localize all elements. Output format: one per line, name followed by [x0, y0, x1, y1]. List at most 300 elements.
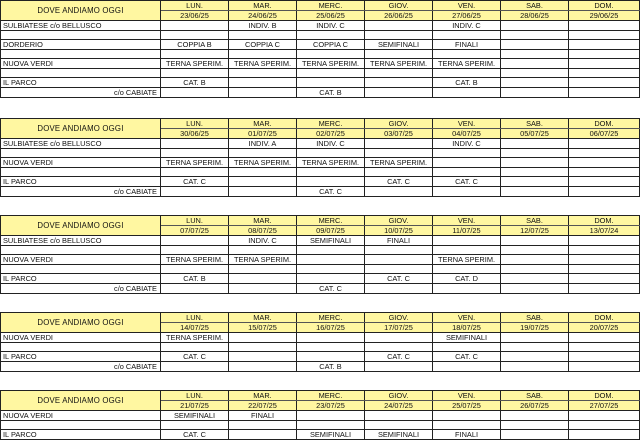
event-cell	[569, 139, 640, 149]
day-name-cell: SAB.	[501, 1, 569, 11]
event-cell	[501, 59, 569, 69]
venue-name: NUOVA VERDI	[1, 158, 161, 168]
day-name-cell: MAR.	[229, 119, 297, 129]
event-cell	[433, 284, 501, 294]
event-cell	[501, 88, 569, 98]
event-cell	[569, 50, 640, 59]
event-cell: FINALI	[365, 236, 433, 246]
event-cell	[297, 78, 365, 88]
venue-name: c/o CABIATE	[1, 284, 161, 294]
day-name-cell: GIOV.	[365, 313, 433, 323]
event-cell	[297, 352, 365, 362]
venue-name: IL PARCO	[1, 177, 161, 187]
date-cell: 13/07/24	[569, 226, 640, 236]
event-cell	[501, 31, 569, 40]
event-cell: COPPIA C	[229, 40, 297, 50]
day-name-cell: MAR.	[229, 1, 297, 11]
venue-name: IL PARCO	[1, 78, 161, 88]
event-cell	[365, 21, 433, 31]
event-cell	[569, 284, 640, 294]
event-cell: CAT. C	[297, 187, 365, 197]
event-cell	[229, 149, 297, 158]
event-cell: INDIV. C	[433, 139, 501, 149]
event-cell: COPPIA B	[161, 40, 229, 50]
date-cell: 18/07/25	[433, 323, 501, 333]
day-name-cell: SAB.	[501, 119, 569, 129]
table-row	[1, 78, 640, 88]
day-name-cell: MERC.	[297, 313, 365, 323]
event-cell	[501, 352, 569, 362]
venue-name: NUOVA VERDI	[1, 255, 161, 265]
event-cell	[297, 274, 365, 284]
event-cell	[433, 158, 501, 168]
event-cell	[433, 168, 501, 177]
event-cell	[569, 411, 640, 421]
event-cell	[365, 411, 433, 421]
day-name-cell: SAB.	[501, 216, 569, 226]
table-row	[1, 168, 640, 177]
event-cell	[161, 362, 229, 372]
table-row	[1, 40, 640, 50]
table-row	[1, 352, 640, 362]
day-name-cell: LUN.	[161, 391, 229, 401]
day-name-cell: DOM.	[569, 313, 640, 323]
event-cell	[569, 187, 640, 197]
event-cell	[365, 50, 433, 59]
table-row	[1, 158, 640, 168]
event-cell: SEMIFINALI	[161, 411, 229, 421]
day-name-cell: VEN.	[433, 313, 501, 323]
date-cell: 25/06/25	[297, 11, 365, 21]
event-cell	[229, 284, 297, 294]
event-cell	[229, 168, 297, 177]
event-cell	[569, 274, 640, 284]
event-cell	[229, 352, 297, 362]
date-cell: 23/07/25	[297, 401, 365, 411]
event-cell	[161, 421, 229, 430]
event-cell	[229, 31, 297, 40]
date-cell: 03/07/25	[365, 129, 433, 139]
day-name-cell: MAR.	[229, 216, 297, 226]
day-name-row	[1, 313, 640, 323]
event-cell	[569, 352, 640, 362]
date-cell: 26/07/25	[501, 401, 569, 411]
event-cell	[501, 69, 569, 78]
table-row	[1, 139, 640, 149]
event-cell: INDIV. C	[433, 21, 501, 31]
event-cell	[229, 50, 297, 59]
table-row	[1, 236, 640, 246]
event-cell	[229, 177, 297, 187]
event-cell	[161, 69, 229, 78]
event-cell: INDIV. C	[297, 21, 365, 31]
event-cell: CAT. C	[365, 352, 433, 362]
event-cell: CAT. C	[365, 177, 433, 187]
event-cell: TERNA SPERIM.	[433, 255, 501, 265]
event-cell	[569, 343, 640, 352]
event-cell	[501, 333, 569, 343]
venue-name: IL PARCO	[1, 352, 161, 362]
day-name-cell: DOM.	[569, 1, 640, 11]
table-row	[1, 50, 640, 59]
header-title: DOVE ANDIAMO OGGI	[1, 1, 161, 21]
event-cell	[297, 177, 365, 187]
date-cell: 17/07/25	[365, 323, 433, 333]
day-name-cell: MAR.	[229, 391, 297, 401]
date-cell: 16/07/25	[297, 323, 365, 333]
event-cell	[501, 50, 569, 59]
event-cell	[501, 430, 569, 440]
event-cell: CAT. B	[297, 88, 365, 98]
event-cell	[229, 343, 297, 352]
event-cell	[229, 265, 297, 274]
event-cell	[297, 31, 365, 40]
event-cell	[501, 343, 569, 352]
date-cell: 15/07/25	[229, 323, 297, 333]
event-cell	[297, 149, 365, 158]
event-cell	[365, 149, 433, 158]
day-name-row	[1, 391, 640, 401]
event-cell	[433, 236, 501, 246]
table-row	[1, 333, 640, 343]
event-cell	[501, 78, 569, 88]
event-cell: TERNA SPERIM.	[161, 255, 229, 265]
date-cell: 26/06/25	[365, 11, 433, 21]
event-cell	[229, 69, 297, 78]
event-cell	[569, 40, 640, 50]
event-cell	[229, 274, 297, 284]
venue-name: SULBIATESE c/o BELLUSCO	[1, 236, 161, 246]
date-cell: 02/07/25	[297, 129, 365, 139]
event-cell	[365, 246, 433, 255]
event-cell: CAT. C	[365, 274, 433, 284]
event-cell	[297, 50, 365, 59]
table-row	[1, 69, 640, 78]
date-cell: 21/07/25	[161, 401, 229, 411]
date-cell: 10/07/25	[365, 226, 433, 236]
date-cell: 25/07/25	[433, 401, 501, 411]
week-table	[0, 312, 640, 372]
event-cell	[297, 168, 365, 177]
venue-name	[1, 69, 161, 78]
day-name-cell: MERC.	[297, 1, 365, 11]
event-cell	[501, 40, 569, 50]
event-cell: FINALI	[433, 40, 501, 50]
event-cell: TERNA SPERIM.	[297, 158, 365, 168]
event-cell: SEMIFINALI	[297, 236, 365, 246]
event-cell	[569, 88, 640, 98]
venue-name: c/o CABIATE	[1, 187, 161, 197]
date-cell: 29/06/25	[569, 11, 640, 21]
venue-name	[1, 50, 161, 59]
day-name-cell: SAB.	[501, 313, 569, 323]
date-cell: 24/07/25	[365, 401, 433, 411]
venue-name: c/o CABIATE	[1, 362, 161, 372]
event-cell	[501, 236, 569, 246]
event-cell	[297, 421, 365, 430]
day-name-cell: VEN.	[433, 119, 501, 129]
event-cell	[161, 88, 229, 98]
event-cell	[161, 149, 229, 158]
event-cell	[161, 31, 229, 40]
day-name-cell: LUN.	[161, 216, 229, 226]
event-cell: SEMIFINALI	[297, 430, 365, 440]
event-cell	[501, 274, 569, 284]
header-title: DOVE ANDIAMO OGGI	[1, 119, 161, 139]
venue-name: IL PARCO	[1, 430, 161, 440]
event-cell: TERNA SPERIM.	[365, 59, 433, 69]
event-cell	[433, 362, 501, 372]
event-cell: COPPIA C	[297, 40, 365, 50]
event-cell	[501, 255, 569, 265]
day-name-cell: DOM.	[569, 391, 640, 401]
header-title: DOVE ANDIAMO OGGI	[1, 391, 161, 411]
day-name-cell: GIOV.	[365, 216, 433, 226]
event-cell	[161, 50, 229, 59]
day-name-cell: GIOV.	[365, 391, 433, 401]
event-cell: TERNA SPERIM.	[433, 59, 501, 69]
event-cell: INDIV. C	[297, 139, 365, 149]
event-cell: CAT. C	[433, 352, 501, 362]
event-cell	[569, 158, 640, 168]
event-cell: CAT. C	[161, 430, 229, 440]
event-cell: TERNA SPERIM.	[229, 59, 297, 69]
event-cell	[501, 362, 569, 372]
event-cell: CAT. B	[297, 362, 365, 372]
event-cell	[297, 333, 365, 343]
event-cell	[365, 284, 433, 294]
week-table	[0, 215, 640, 294]
date-cell: 22/07/25	[229, 401, 297, 411]
venue-name: SULBIATESE c/o BELLUSCO	[1, 139, 161, 149]
event-cell	[365, 168, 433, 177]
event-cell	[501, 139, 569, 149]
header-title: DOVE ANDIAMO OGGI	[1, 313, 161, 333]
event-cell	[501, 284, 569, 294]
event-cell: CAT. C	[161, 177, 229, 187]
event-cell	[569, 333, 640, 343]
day-name-cell: VEN.	[433, 391, 501, 401]
event-cell	[569, 168, 640, 177]
event-cell	[569, 246, 640, 255]
event-cell: CAT. C	[161, 352, 229, 362]
venue-name	[1, 343, 161, 352]
table-row	[1, 21, 640, 31]
day-name-row	[1, 119, 640, 129]
event-cell	[569, 265, 640, 274]
event-cell	[433, 31, 501, 40]
event-cell	[365, 333, 433, 343]
event-cell	[297, 69, 365, 78]
event-cell	[501, 177, 569, 187]
event-cell	[365, 139, 433, 149]
event-cell: CAT. C	[433, 177, 501, 187]
event-cell	[297, 255, 365, 265]
date-cell: 09/07/25	[297, 226, 365, 236]
date-cell: 20/07/25	[569, 323, 640, 333]
venue-name: DORDERIO	[1, 40, 161, 50]
event-cell	[569, 69, 640, 78]
date-cell: 12/07/25	[501, 226, 569, 236]
date-cell: 27/07/25	[569, 401, 640, 411]
event-cell	[161, 21, 229, 31]
date-cell: 05/07/25	[501, 129, 569, 139]
header-title: DOVE ANDIAMO OGGI	[1, 216, 161, 236]
day-name-cell: DOM.	[569, 216, 640, 226]
event-cell	[297, 246, 365, 255]
event-cell	[229, 187, 297, 197]
event-cell: CAT. C	[297, 284, 365, 294]
event-cell	[569, 78, 640, 88]
day-name-cell: MERC.	[297, 216, 365, 226]
event-cell	[161, 246, 229, 255]
event-cell: TERNA SPERIM.	[229, 158, 297, 168]
date-cell: 28/06/25	[501, 11, 569, 21]
table-row	[1, 274, 640, 284]
event-cell	[569, 177, 640, 187]
date-cell: 06/07/25	[569, 129, 640, 139]
event-cell: CAT. B	[161, 274, 229, 284]
event-cell	[433, 149, 501, 158]
event-cell	[365, 187, 433, 197]
day-name-cell: MAR.	[229, 313, 297, 323]
date-cell: 11/07/25	[433, 226, 501, 236]
day-name-cell: LUN.	[161, 1, 229, 11]
event-cell	[569, 421, 640, 430]
venue-name	[1, 168, 161, 177]
event-cell: TERNA SPERIM.	[161, 333, 229, 343]
event-cell	[501, 149, 569, 158]
event-cell	[229, 88, 297, 98]
venue-name: NUOVA VERDI	[1, 411, 161, 421]
table-row	[1, 246, 640, 255]
event-cell	[229, 421, 297, 430]
date-cell: 08/07/25	[229, 226, 297, 236]
event-cell	[501, 421, 569, 430]
event-cell	[229, 430, 297, 440]
day-name-cell: VEN.	[433, 1, 501, 11]
event-cell	[501, 411, 569, 421]
event-cell	[161, 265, 229, 274]
event-cell	[161, 343, 229, 352]
event-cell	[229, 362, 297, 372]
table-row	[1, 430, 640, 440]
venue-name	[1, 421, 161, 430]
event-cell	[229, 246, 297, 255]
venue-name: NUOVA VERDI	[1, 333, 161, 343]
event-cell	[229, 333, 297, 343]
venue-name: c/o CABIATE	[1, 88, 161, 98]
day-name-cell: LUN.	[161, 119, 229, 129]
event-cell	[297, 411, 365, 421]
date-cell: 01/07/25	[229, 129, 297, 139]
venue-name: IL PARCO	[1, 274, 161, 284]
venue-name: SULBIATESE c/o BELLUSCO	[1, 21, 161, 31]
table-row	[1, 149, 640, 158]
event-cell	[229, 78, 297, 88]
event-cell: SEMIFINALI	[365, 40, 433, 50]
event-cell	[433, 50, 501, 59]
event-cell	[161, 139, 229, 149]
day-name-cell: GIOV.	[365, 1, 433, 11]
event-cell: TERNA SPERIM.	[229, 255, 297, 265]
date-cell: 24/06/25	[229, 11, 297, 21]
event-cell	[433, 187, 501, 197]
table-row	[1, 177, 640, 187]
event-cell	[297, 343, 365, 352]
venue-name	[1, 246, 161, 255]
event-cell: INDIV. B	[229, 21, 297, 31]
day-name-cell: DOM.	[569, 119, 640, 129]
venue-name: NUOVA VERDI	[1, 59, 161, 69]
table-row	[1, 255, 640, 265]
event-cell	[161, 236, 229, 246]
event-cell: TERNA SPERIM.	[297, 59, 365, 69]
table-row	[1, 411, 640, 421]
event-cell: TERNA SPERIM.	[161, 59, 229, 69]
event-cell	[569, 149, 640, 158]
event-cell	[501, 168, 569, 177]
date-cell: 30/06/25	[161, 129, 229, 139]
event-cell	[365, 31, 433, 40]
week-table	[0, 0, 640, 98]
venue-name	[1, 31, 161, 40]
event-cell	[365, 421, 433, 430]
event-cell	[433, 246, 501, 255]
event-cell	[501, 265, 569, 274]
date-cell: 07/07/25	[161, 226, 229, 236]
event-cell: SEMIFINALI	[365, 430, 433, 440]
day-name-cell: MERC.	[297, 391, 365, 401]
table-row	[1, 59, 640, 69]
event-cell	[161, 168, 229, 177]
event-cell	[569, 31, 640, 40]
event-cell	[433, 411, 501, 421]
event-cell: INDIV. C	[229, 236, 297, 246]
event-cell: CAT. D	[433, 274, 501, 284]
event-cell	[297, 265, 365, 274]
date-cell: 27/06/25	[433, 11, 501, 21]
venue-name	[1, 149, 161, 158]
event-cell: FINALI	[229, 411, 297, 421]
week-table	[0, 118, 640, 197]
date-cell: 19/07/25	[501, 323, 569, 333]
event-cell	[365, 362, 433, 372]
day-name-cell: VEN.	[433, 216, 501, 226]
event-cell	[433, 265, 501, 274]
event-cell	[569, 59, 640, 69]
event-cell: TERNA SPERIM.	[161, 158, 229, 168]
event-cell	[365, 343, 433, 352]
day-name-cell: MERC.	[297, 119, 365, 129]
table-row	[1, 421, 640, 430]
event-cell: INDIV. A	[229, 139, 297, 149]
day-name-cell: GIOV.	[365, 119, 433, 129]
venue-name	[1, 265, 161, 274]
event-cell	[433, 88, 501, 98]
day-name-row	[1, 1, 640, 11]
table-row	[1, 31, 640, 40]
date-cell: 14/07/25	[161, 323, 229, 333]
event-cell	[501, 246, 569, 255]
event-cell	[433, 69, 501, 78]
event-cell	[433, 421, 501, 430]
day-name-cell: LUN.	[161, 313, 229, 323]
event-cell	[569, 255, 640, 265]
event-cell	[569, 236, 640, 246]
table-row	[1, 362, 640, 372]
event-cell	[365, 69, 433, 78]
